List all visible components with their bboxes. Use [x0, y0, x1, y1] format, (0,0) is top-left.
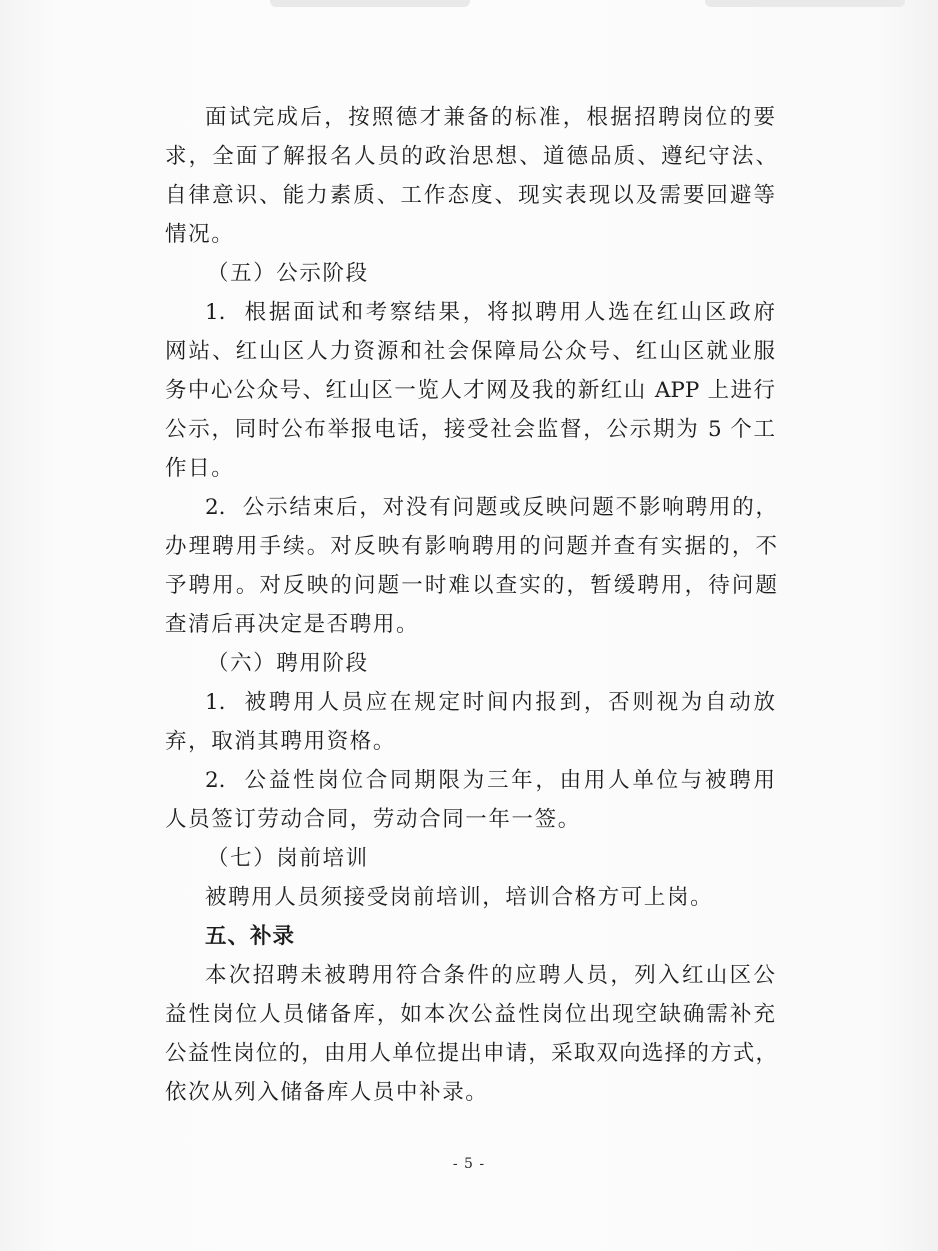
text-line: 面试完成后，按照德才兼备的标准，根据招聘岗位的要	[205, 105, 775, 130]
paragraph-line	[0, 410, 938, 450]
section-heading	[0, 644, 938, 684]
paragraph-line	[0, 449, 938, 489]
section-heading	[0, 917, 938, 957]
heading-text: 五、补录	[205, 924, 296, 949]
paragraph-line	[0, 527, 938, 567]
section-heading	[0, 839, 938, 879]
paragraph-line	[0, 878, 938, 918]
text-line: 办理聘用手续。对反映有影响聘用的问题并查有实据的，不	[165, 534, 777, 559]
heading-text: （七）岗前培训	[207, 846, 369, 871]
text-line: 2. 公益性岗位合同期限为三年，由用人单位与被聘用	[205, 768, 775, 793]
text-line: 求，全面了解报名人员的政治思想、道德品质、遵纪守法、	[165, 144, 777, 169]
text-line: 2. 公示结束后，对没有问题或反映问题不影响聘用的，	[205, 495, 777, 520]
paragraph-line	[0, 1073, 938, 1113]
text-line: 查清后再决定是否聘用。	[165, 612, 420, 637]
text-line: 1. 被聘用人员应在规定时间内报到，否则视为自动放	[205, 690, 775, 715]
paragraph-line	[0, 722, 938, 762]
paragraph-line	[0, 995, 938, 1035]
paragraph-line	[0, 98, 938, 138]
text-line: 益性岗位人员储备库，如本次公益性岗位出现空缺确需补充	[165, 1002, 775, 1027]
scan-artifact-right	[705, 0, 905, 7]
text-line: 被聘用人员须接受岗前培训，培训合格方可上岗。	[205, 885, 714, 910]
page-number: - 5 -	[452, 1156, 486, 1172]
paragraph-line	[0, 566, 938, 606]
heading-text: （五）公示阶段	[207, 261, 369, 286]
text-line: 网站、红山区人力资源和社会保障局公众号、红山区就业服	[165, 339, 775, 364]
paragraph-line	[0, 800, 938, 840]
text-line: 1. 根据面试和考察结果，将拟聘用人选在红山区政府	[205, 300, 775, 325]
text-line: 依次从列入储备库人员中补录。	[165, 1080, 489, 1105]
text-line: 公益性岗位的，由用人单位提出申请，采取双向选择的方式，	[165, 1041, 777, 1066]
paragraph-line	[0, 761, 938, 801]
paragraph-line	[0, 605, 938, 645]
text-line: 作日。	[165, 456, 235, 481]
paragraph-line	[0, 683, 938, 723]
text-line: 本次招聘未被聘用符合条件的应聘人员，列入红山区公	[205, 963, 775, 988]
heading-text: （六）聘用阶段	[207, 651, 369, 676]
paragraph-line	[0, 293, 938, 333]
paragraph-line	[0, 176, 938, 216]
paragraph-line	[0, 371, 938, 411]
paragraph-line	[0, 332, 938, 372]
paragraph-line	[0, 137, 938, 177]
paragraph-line	[0, 1034, 938, 1074]
section-heading	[0, 254, 938, 294]
text-line: 自律意识、能力素质、工作态度、现实表现以及需要回避等	[165, 183, 775, 208]
text-line: 公示，同时公布举报电话，接受社会监督，公示期为 5 个工	[165, 417, 775, 442]
paragraph-line	[0, 488, 938, 528]
text-line: 务中心公众号、红山区一览人才网及我的新红山 APP 上进行	[165, 378, 775, 403]
paragraph-line	[0, 956, 938, 996]
scan-artifact-left	[270, 0, 470, 7]
text-line: 情况。	[165, 222, 235, 247]
text-line: 人员签订劳动合同，劳动合同一年一签。	[165, 807, 581, 832]
paragraph-line	[0, 215, 938, 255]
text-line: 弃，取消其聘用资格。	[165, 729, 397, 754]
text-line: 予聘用。对反映的问题一时难以查实的，暂缓聘用，待问题	[165, 573, 777, 598]
